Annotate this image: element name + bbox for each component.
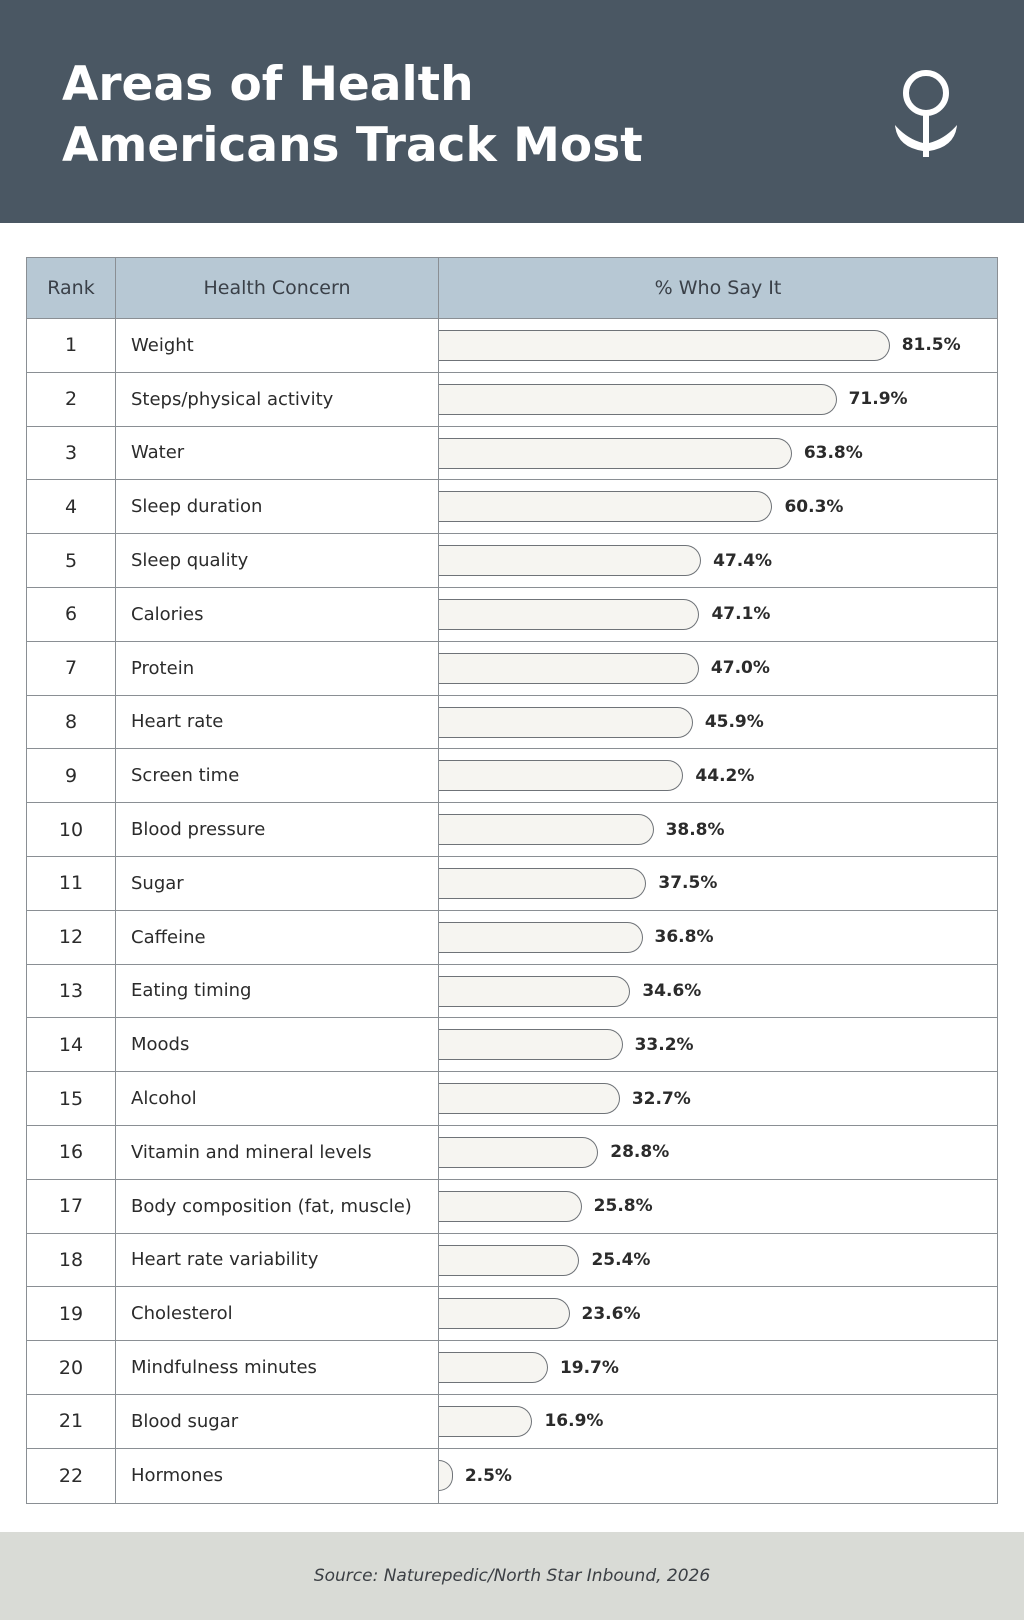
bar-mark [439, 491, 772, 522]
rank-cell: 11 [27, 857, 116, 910]
health-concern-cell: Blood sugar [116, 1395, 439, 1448]
bar-cell [439, 965, 997, 1018]
bar-mark [439, 976, 630, 1007]
header-rank: Rank [27, 258, 116, 318]
bar-mark [439, 814, 654, 845]
bar-cell [439, 1018, 997, 1071]
bar-mark [439, 868, 646, 899]
page-title [62, 54, 762, 176]
bar-cell [439, 911, 997, 964]
bar-value-label: 34.6% [642, 980, 702, 1001]
rank-cell: 17 [27, 1180, 116, 1233]
bar-value-label: 37.5% [658, 873, 718, 894]
bar-mark [439, 707, 693, 738]
bar-cell [439, 1126, 997, 1179]
bar-mark [439, 438, 792, 469]
bar-value-label: 81.5% [901, 335, 961, 356]
rank-cell: 4 [27, 480, 116, 533]
table-row [27, 911, 997, 965]
bar-cell [439, 1180, 997, 1233]
table-row [27, 1234, 997, 1288]
table-row [27, 1395, 997, 1449]
health-concern-cell: Sugar [116, 857, 439, 910]
bar-mark [439, 653, 699, 684]
rank-cell: 19 [27, 1287, 116, 1340]
rank-cell: 2 [27, 373, 116, 426]
table-row [27, 534, 997, 588]
table-row [27, 480, 997, 534]
bar-value-label: 71.9% [848, 389, 908, 410]
health-concern-cell: Alcohol [116, 1072, 439, 1125]
bar-value-label: 63.8% [803, 442, 863, 463]
health-concern-cell: Cholesterol [116, 1287, 439, 1340]
rank-cell: 8 [27, 696, 116, 749]
rank-cell: 12 [27, 911, 116, 964]
bar-value-label: 25.4% [591, 1249, 651, 1270]
table-row [27, 1018, 997, 1072]
health-concern-cell: Eating timing [116, 965, 439, 1018]
health-concern-cell: Moods [116, 1018, 439, 1071]
health-concern-cell: Blood pressure [116, 803, 439, 856]
table-body [27, 319, 997, 1503]
bar-mark [439, 1245, 579, 1276]
bar-cell [439, 696, 997, 749]
bar-cell [439, 1449, 997, 1503]
bar-value-label: 32.7% [631, 1088, 691, 1109]
health-concern-cell: Calories [116, 588, 439, 641]
rank-cell: 15 [27, 1072, 116, 1125]
health-concern-cell: Sleep quality [116, 534, 439, 587]
table-row [27, 373, 997, 427]
table-row [27, 1126, 997, 1180]
bar-mark [439, 1298, 570, 1329]
health-concern-cell: Steps/physical activity [116, 373, 439, 426]
health-concern-cell: Protein [116, 642, 439, 695]
header-percent: % Who Say It [654, 277, 782, 299]
bar-value-label: 16.9% [544, 1411, 604, 1432]
table-row [27, 1287, 997, 1341]
bar-cell [439, 373, 997, 426]
bar-value-label: 28.8% [610, 1142, 670, 1163]
rank-cell: 18 [27, 1234, 116, 1287]
rank-cell: 22 [27, 1449, 116, 1503]
health-concern-cell: Hormones [116, 1449, 439, 1503]
health-concern-cell: Sleep duration [116, 480, 439, 533]
table-row [27, 1180, 997, 1234]
bar-value-label: 19.7% [559, 1357, 619, 1378]
flower-logo-icon [893, 67, 959, 157]
title-line-2: Americans Track Most [62, 118, 643, 173]
rank-cell: 1 [27, 319, 116, 372]
health-concern-cell: Vitamin and mineral levels [116, 1126, 439, 1179]
footer [0, 1532, 1024, 1620]
bar-mark [439, 922, 643, 953]
bar-value-label: 47.1% [711, 604, 771, 625]
table-header [27, 258, 997, 319]
table-row [27, 642, 997, 696]
bar-mark [439, 1137, 598, 1168]
rank-cell: 20 [27, 1341, 116, 1394]
bar-mark [439, 1406, 532, 1437]
rank-cell: 13 [27, 965, 116, 1018]
bar-mark [439, 330, 890, 361]
bar-cell [439, 1341, 997, 1394]
header-health-concern: Health Concern [116, 258, 439, 318]
health-concern-cell: Screen time [116, 749, 439, 802]
bar-cell [439, 319, 997, 372]
table-row [27, 965, 997, 1019]
rank-cell: 10 [27, 803, 116, 856]
table-row [27, 319, 997, 373]
table-row [27, 1341, 997, 1395]
source-note: Source: Naturepedic/North Star Inbound, 2026 [313, 1566, 711, 1586]
bar-value-label: 23.6% [581, 1303, 641, 1324]
table-row [27, 588, 997, 642]
bar-cell [439, 427, 997, 480]
bar-value-label: 36.8% [654, 927, 714, 948]
bar-mark [439, 545, 701, 576]
table-row [27, 857, 997, 911]
table-row [27, 1449, 997, 1503]
bar-cell [439, 588, 997, 641]
rank-cell: 16 [27, 1126, 116, 1179]
bar-cell [439, 803, 997, 856]
health-tracking-table [26, 257, 998, 1504]
table-row [27, 1072, 997, 1126]
bar-cell [439, 1287, 997, 1340]
table-row [27, 427, 997, 481]
bar-mark [439, 1083, 620, 1114]
bar-cell [439, 1072, 997, 1125]
table-row [27, 803, 997, 857]
header-banner [0, 0, 1024, 223]
rank-cell: 7 [27, 642, 116, 695]
bar-cell [439, 857, 997, 910]
bar-cell [439, 749, 997, 802]
health-concern-cell: Water [116, 427, 439, 480]
rank-cell: 6 [27, 588, 116, 641]
table-row [27, 696, 997, 750]
health-concern-cell: Mindfulness minutes [116, 1341, 439, 1394]
bar-value-label: 44.2% [695, 765, 755, 786]
bar-value-label: 25.8% [593, 1196, 653, 1217]
rank-cell: 21 [27, 1395, 116, 1448]
bar-value-label: 45.9% [704, 711, 764, 732]
health-concern-cell: Heart rate variability [116, 1234, 439, 1287]
rank-cell: 5 [27, 534, 116, 587]
bar-value-label: 60.3% [784, 496, 844, 517]
rank-cell: 14 [27, 1018, 116, 1071]
bar-mark [439, 760, 683, 791]
bar-value-label: 47.0% [710, 658, 770, 679]
title-line-1: Areas of Health [62, 57, 474, 112]
bar-mark [439, 1352, 548, 1383]
bar-cell [439, 1234, 997, 1287]
bar-value-label: 38.8% [665, 819, 725, 840]
bar-cell [439, 642, 997, 695]
bar-mark [439, 1029, 623, 1060]
bar-value-label: 33.2% [634, 1034, 694, 1055]
bar-cell [439, 1395, 997, 1448]
bar-cell [439, 534, 997, 587]
bar-value-label: 47.4% [713, 550, 773, 571]
health-concern-cell: Body composition (fat, muscle) [116, 1180, 439, 1233]
table-row [27, 749, 997, 803]
rank-cell: 9 [27, 749, 116, 802]
bar-mark [439, 599, 699, 630]
bar-mark [439, 1460, 453, 1491]
bar-cell [439, 480, 997, 533]
health-concern-cell: Caffeine [116, 911, 439, 964]
rank-cell: 3 [27, 427, 116, 480]
bar-mark [439, 1191, 582, 1222]
health-concern-cell: Weight [116, 319, 439, 372]
bar-mark [439, 384, 837, 415]
bar-value-label: 2.5% [464, 1465, 512, 1486]
health-concern-cell: Heart rate [116, 696, 439, 749]
